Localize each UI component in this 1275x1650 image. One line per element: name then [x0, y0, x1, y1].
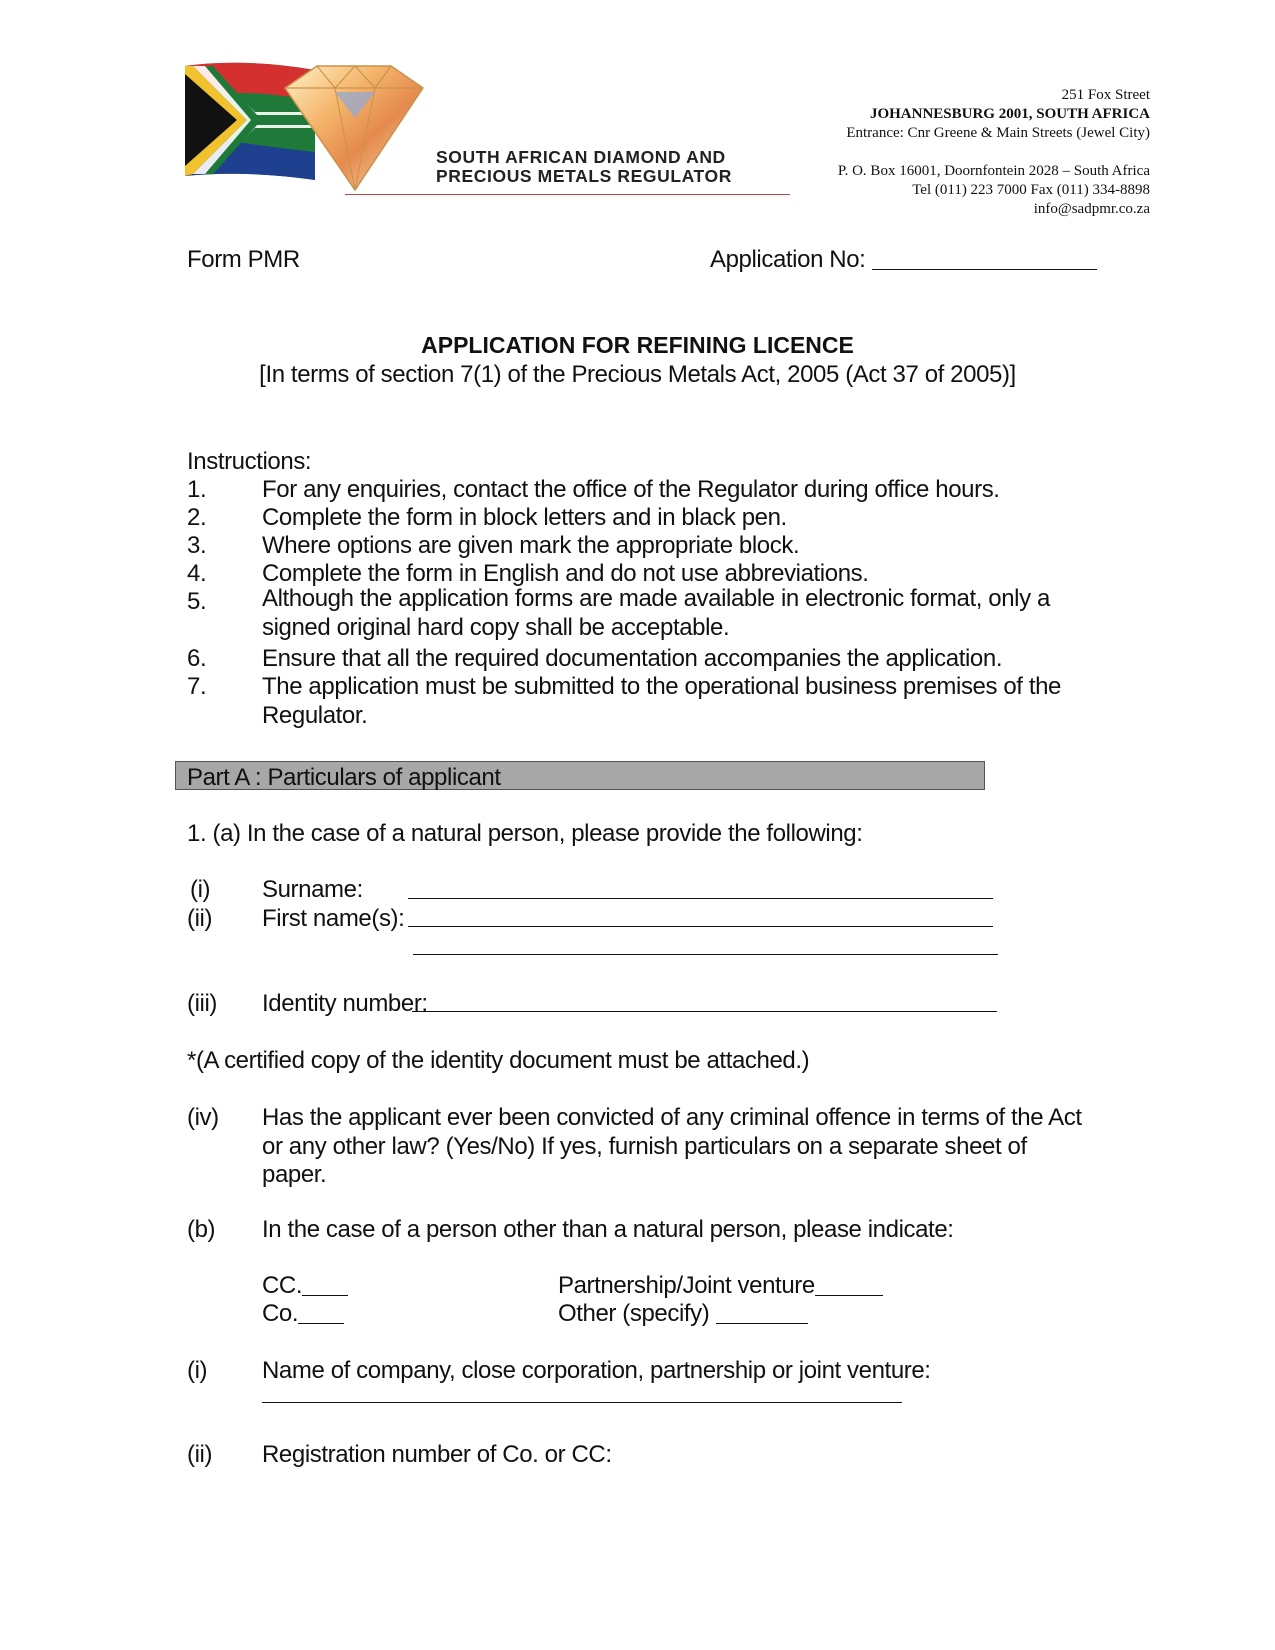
form-code: Form PMR: [187, 246, 300, 273]
first-names-field-line-2[interactable]: [413, 954, 998, 955]
instruction-number: 6.: [187, 645, 207, 672]
application-number-field[interactable]: [872, 247, 1097, 270]
entrance-address: Entrance: Cnr Greene & Main Streets (Jewel City): [846, 125, 1150, 141]
instruction-text: For any enquiries, contact the office of the Regulator during office hours.: [262, 476, 1000, 503]
instruction-number: 7.: [187, 673, 207, 700]
instruction-number: 5.: [187, 588, 207, 615]
option-other[interactable]: [558, 1300, 808, 1328]
application-number-label: Application No:: [710, 246, 866, 273]
question-1b: In the case of a person other than a natural person, please indicate:: [262, 1216, 954, 1243]
item-number: (b): [187, 1216, 216, 1243]
conviction-question: Has the applicant ever been convicted of any criminal offence in terms of the Act or any other law? (Yes/No) If yes, furnish particulars on a separate sheet of paper.: [262, 1104, 1082, 1188]
page-title: APPLICATION FOR REFINING LICENCE: [421, 332, 854, 358]
option-partnership[interactable]: [558, 1272, 883, 1300]
phone-fax: Tel (011) 223 7000 Fax (011) 334-8898: [912, 182, 1150, 198]
item-number: (i): [187, 1357, 208, 1384]
identity-number-field[interactable]: [412, 1011, 997, 1012]
instruction-text: Complete the form in English and do not use abbreviations.: [262, 560, 869, 587]
instruction-number: 4.: [187, 560, 207, 587]
option-partnership-label: Partnership/Joint venture: [558, 1272, 815, 1299]
option-co-blank[interactable]: [298, 1303, 344, 1324]
item-number: (ii): [187, 1441, 213, 1468]
surname-field[interactable]: [408, 898, 993, 899]
option-cc-blank[interactable]: [302, 1275, 348, 1296]
instruction-number: 3.: [187, 532, 207, 559]
instruction-text: Where options are given mark the appropriate block.: [262, 532, 800, 559]
regulator-name-line: SOUTH AFRICAN DIAMOND AND: [436, 147, 726, 167]
first-names-label: First name(s):: [262, 905, 405, 932]
instruction-text: Complete the form in block letters and in black pen.: [262, 504, 787, 531]
item-number: (i): [190, 876, 211, 903]
instructions-heading: Instructions:: [187, 448, 312, 475]
identity-number-label: Identity number:: [262, 990, 428, 1017]
option-co[interactable]: [262, 1300, 344, 1328]
po-box: P. O. Box 16001, Doornfontein 2028 – South Africa: [837, 163, 1150, 179]
item-number: (ii): [187, 905, 213, 932]
item-number: (iv): [187, 1104, 219, 1131]
option-other-specify-field[interactable]: [716, 1303, 808, 1324]
city-address: JOHANNESBURG 2001, SOUTH AFRICA: [869, 106, 1150, 122]
south-africa-flag-diamond-icon: [185, 58, 445, 198]
regulator-logo: [185, 58, 445, 198]
instruction-text: The application must be submitted to the operational business premises of the Regulator.: [262, 673, 1062, 729]
page-subtitle: [In terms of section 7(1) of the Precious Metals Act, 2005 (Act 37 of 2005)]: [259, 361, 1016, 388]
header-divider: [345, 194, 790, 195]
registration-number-label: Registration number of Co. or CC:: [262, 1441, 612, 1468]
instruction-number: 1.: [187, 476, 207, 503]
email-address[interactable]: info@sadpmr.co.za: [1033, 201, 1150, 217]
regulator-name: [436, 148, 732, 186]
instruction-text: Ensure that all the required documentation accompanies the application.: [262, 645, 1003, 672]
section-title-part-a: Part A : Particulars of applicant: [187, 764, 501, 791]
identity-document-note: *(A certified copy of the identity document must be attached.): [187, 1047, 810, 1074]
street-address: 251 Fox Street: [1061, 87, 1150, 103]
instruction-number: 2.: [187, 504, 207, 531]
application-number: [710, 246, 1097, 274]
address-block: [838, 86, 1150, 219]
instruction-text: Although the application forms are made available in electronic format, only a signed original hard copy shall be acceptable.: [262, 585, 1050, 641]
question-1a: 1. (a) In the case of a natural person, please provide the following:: [187, 820, 863, 847]
company-name-label: Name of company, close corporation, partnership or joint venture:: [262, 1357, 931, 1384]
regulator-name-line: PRECIOUS METALS REGULATOR: [436, 166, 732, 186]
option-cc-label: CC.: [262, 1272, 303, 1299]
company-name-field[interactable]: [262, 1402, 902, 1403]
surname-label: Surname:: [262, 876, 363, 903]
option-other-label: Other (specify): [558, 1300, 710, 1327]
item-number: (iii): [187, 990, 217, 1017]
first-names-field[interactable]: [408, 926, 993, 927]
option-partnership-blank[interactable]: [815, 1275, 883, 1296]
option-cc[interactable]: [262, 1272, 348, 1300]
option-co-label: Co.: [262, 1300, 299, 1327]
